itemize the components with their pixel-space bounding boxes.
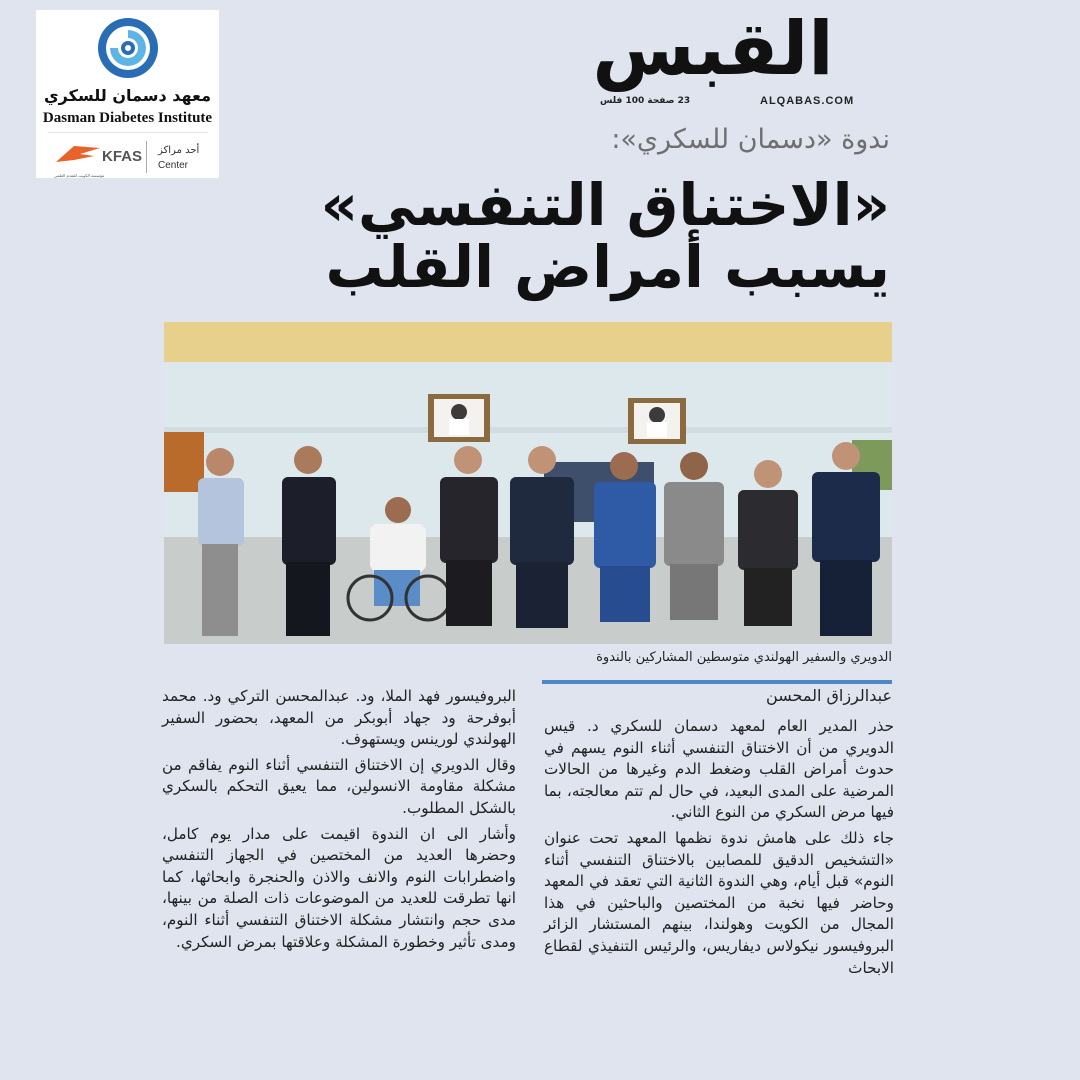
masthead-title: القبس [592, 6, 834, 92]
photo-caption: الدويري والسفير الهولندي متوسطين المشاركين بالندوة [596, 650, 892, 665]
dasman-swirl-icon [96, 16, 160, 80]
byline: عبدالرزاق المحسن [766, 686, 892, 705]
article-paragraph: وأشار الى ان الندوة اقيمت على مدار يوم كامل، وحضرها العديد من المختصين في الجهاز التنفسي واضطرابات النوم والانف والاذن والحنجرة وابحاثها، كما انها تطرقت للعديد من الموضوعات ذات الصلة من بينها، مدى حجم وانتشار مشكلة الاختناق التنفسي أثناء النوم، ومدى تأثير وخطورة المشكلة وعلاقتها بمرض السكري. [162, 824, 516, 951]
masthead-issue-info: 23 صفحة 100 فلس [600, 96, 691, 106]
article-column-left [162, 686, 516, 957]
logo-name-arabic: معهد دسمان للسكري [44, 86, 211, 105]
byline-bar [542, 680, 892, 684]
article-column-right [544, 716, 894, 983]
article-kicker: ندوة «دسمان للسكري»: [611, 124, 890, 155]
logo-name-english: Dasman Diabetes Institute [42, 110, 213, 126]
headline-line-1: «الاختناق التنفسي» [320, 171, 890, 239]
article-paragraph: جاء ذلك على هامش ندوة نظمها المعهد تحت عنوان «التشخيص الدقيق للمصابين بالاختناق التنفسي أثناء النوم» قبل أيام، وهي الندوة الثانية التي تعقد في المعهد وحاضر فيها نخبة من المختصين والباحثين في هذا المجال من الكويت وهولندا، بينهم المستشار الزائر البروفيسور نيكولاس ديفاريس، والرئيس التنفيذي لقطاع الابحاث [544, 828, 894, 977]
kfas-flame-icon [54, 142, 102, 168]
logo-divider [48, 132, 208, 133]
masthead-url: ALQABAS.COM [760, 95, 855, 107]
article-paragraph: حذر المدير العام لمعهد دسمان للسكري د. قيس الدويري من أن الاختناق التنفسي أثناء النوم يسهم في حدوث أمراض القلب وضغط الدم وغيرها من الحالات المرضية على المدى البعيد، في حال لم تتم معالجته، بما فيها مرض السكري من النوع الثاني. [544, 717, 894, 822]
dasman-logo [36, 10, 219, 178]
kfas-label: KFAS [102, 148, 143, 165]
center-label-english: Center [158, 160, 189, 171]
kfas-subtitle: مؤسسة الكويت للتقدم العلمي [54, 173, 105, 178]
article-paragraph: وقال الدويري إن الاختناق التنفسي أثناء النوم يفاقم من مشكلة مقاومة الانسولين، مما يعيق التحكم بالسكري بالشكل المطلوب. [162, 755, 516, 817]
kfas-divider [146, 141, 147, 173]
group-photo [164, 322, 892, 644]
center-label-arabic: أحد مراكز [158, 145, 200, 156]
headline-line-2: يسبب أمراض القلب [325, 233, 890, 301]
article-paragraph: البروفيسور فهد الملا، ود. عبدالمحسن التركي ود. محمد أبوفرحة ود جهاد أبوبكر من المعهد، بحضور السفير الهولندي لورينس ويستهوف. [162, 687, 516, 749]
